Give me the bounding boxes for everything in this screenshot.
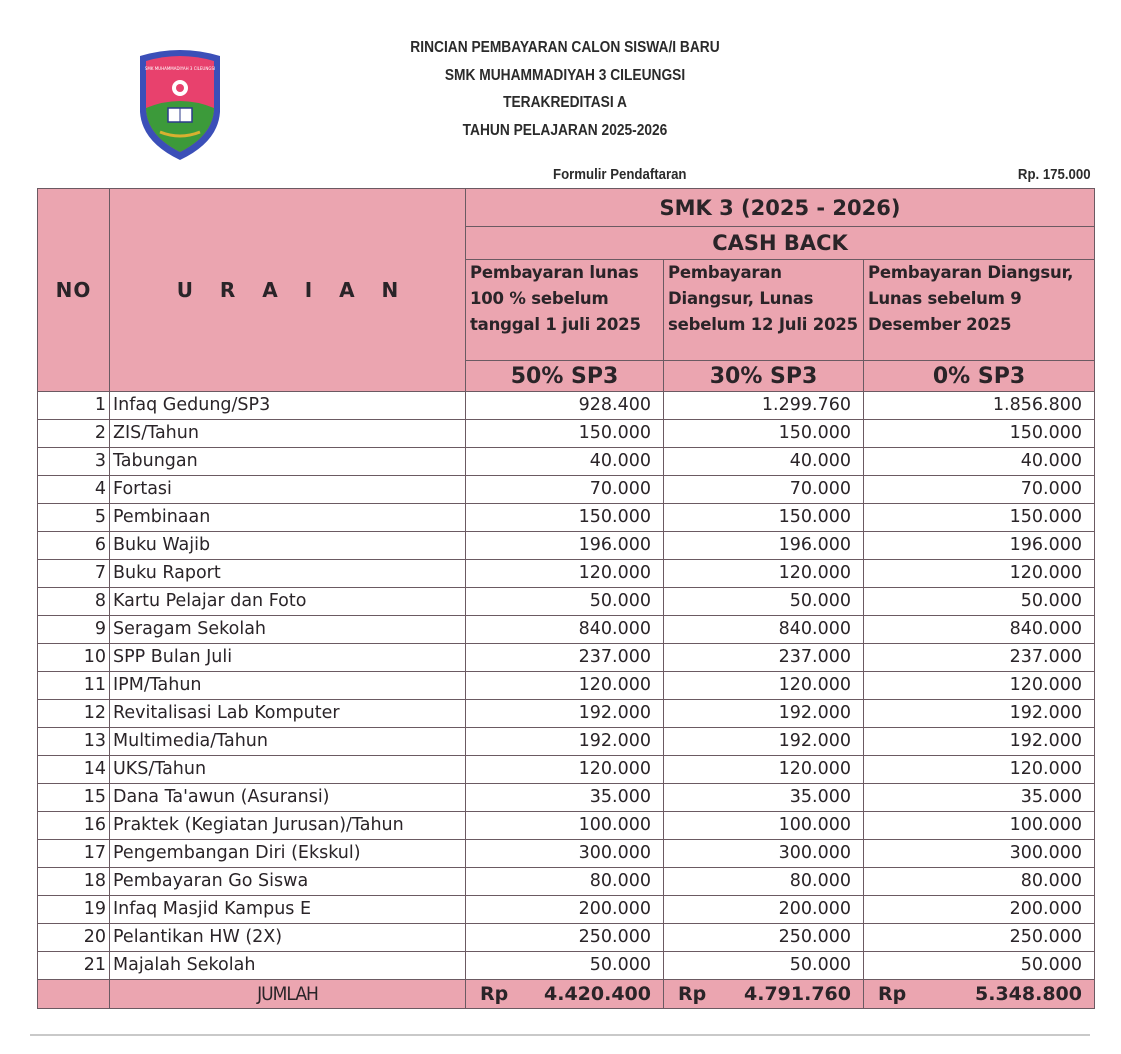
row-number: 9 bbox=[38, 616, 110, 644]
row-item: Infaq Masjid Kampus E bbox=[110, 896, 466, 924]
row-amount-3: 237.000 bbox=[864, 644, 1095, 672]
row-number: 13 bbox=[38, 728, 110, 756]
row-item: Buku Raport bbox=[110, 560, 466, 588]
row-amount-3: 120.000 bbox=[864, 560, 1095, 588]
row-amount-2: 250.000 bbox=[664, 924, 864, 952]
row-amount-2: 192.000 bbox=[664, 700, 864, 728]
table-row bbox=[38, 896, 1095, 924]
svg-text:SMK MUHAMMADIYAH 3 CILEUNGSI: SMK MUHAMMADIYAH 3 CILEUNGSI bbox=[144, 66, 216, 71]
row-amount-1: 120.000 bbox=[466, 756, 664, 784]
row-amount-1: 840.000 bbox=[466, 616, 664, 644]
row-number: 12 bbox=[38, 700, 110, 728]
table-row bbox=[38, 420, 1095, 448]
row-amount-3: 100.000 bbox=[864, 812, 1095, 840]
table-row bbox=[38, 588, 1095, 616]
table-row bbox=[38, 756, 1095, 784]
table-row bbox=[38, 616, 1095, 644]
row-item: Pengembangan Diri (Ekskul) bbox=[110, 840, 466, 868]
row-amount-2: 196.000 bbox=[664, 532, 864, 560]
currency-label: Rp bbox=[878, 983, 907, 1005]
row-amount-3: 196.000 bbox=[864, 532, 1095, 560]
row-amount-1: 35.000 bbox=[466, 784, 664, 812]
row-item: Pembinaan bbox=[110, 504, 466, 532]
col-desc-2: Pembayaran Diangsur, Lunas sebelum 12 Juli 2025 bbox=[664, 260, 864, 361]
cashback-header: CASH BACK bbox=[466, 227, 1095, 260]
row-item: Buku Wajib bbox=[110, 532, 466, 560]
row-amount-2: 50.000 bbox=[664, 952, 864, 980]
row-number: 7 bbox=[38, 560, 110, 588]
table-row bbox=[38, 924, 1095, 952]
school-shield-logo bbox=[134, 46, 226, 162]
row-amount-2: 100.000 bbox=[664, 812, 864, 840]
row-number: 3 bbox=[38, 448, 110, 476]
row-number: 8 bbox=[38, 588, 110, 616]
table-row bbox=[38, 532, 1095, 560]
row-number: 17 bbox=[38, 840, 110, 868]
total-label: JUMLAH bbox=[110, 980, 466, 1009]
title-line-3: TERAKREDITASI A bbox=[503, 94, 627, 111]
row-amount-1: 70.000 bbox=[466, 476, 664, 504]
table-row bbox=[38, 504, 1095, 532]
row-amount-3: 40.000 bbox=[864, 448, 1095, 476]
row-amount-1: 300.000 bbox=[466, 840, 664, 868]
row-item: Pelantikan HW (2X) bbox=[110, 924, 466, 952]
row-amount-2: 80.000 bbox=[664, 868, 864, 896]
row-number: 15 bbox=[38, 784, 110, 812]
currency-label: Rp bbox=[480, 983, 509, 1005]
row-amount-1: 200.000 bbox=[466, 896, 664, 924]
row-number: 18 bbox=[38, 868, 110, 896]
title-line-2: SMK MUHAMMADIYAH 3 CILEUNGSI bbox=[444, 66, 686, 84]
row-amount-3: 70.000 bbox=[864, 476, 1095, 504]
row-amount-3: 120.000 bbox=[864, 756, 1095, 784]
row-amount-1: 150.000 bbox=[466, 504, 664, 532]
row-item: Dana Ta'awun (Asuransi) bbox=[110, 784, 466, 812]
row-number: 6 bbox=[38, 532, 110, 560]
row-amount-1: 100.000 bbox=[466, 812, 664, 840]
row-amount-3: 840.000 bbox=[864, 616, 1095, 644]
row-number: 10 bbox=[38, 644, 110, 672]
total-cell-2 bbox=[664, 980, 864, 1009]
row-item: Majalah Sekolah bbox=[110, 952, 466, 980]
row-amount-3: 250.000 bbox=[864, 924, 1095, 952]
table-row bbox=[38, 868, 1095, 896]
row-item: Praktek (Kegiatan Jurusan)/Tahun bbox=[110, 812, 466, 840]
total-cell-1 bbox=[466, 980, 664, 1009]
row-amount-2: 150.000 bbox=[664, 504, 864, 532]
row-number: 11 bbox=[38, 672, 110, 700]
col-header-uraian: U R A I A N bbox=[110, 189, 466, 392]
row-amount-3: 35.000 bbox=[864, 784, 1095, 812]
row-item: Multimedia/Tahun bbox=[110, 728, 466, 756]
row-number: 14 bbox=[38, 756, 110, 784]
group-header: SMK 3 (2025 - 2026) bbox=[466, 189, 1095, 227]
title-line-1: RINCIAN PEMBAYARAN CALON SISWA/I BARU bbox=[410, 39, 720, 56]
row-number: 2 bbox=[38, 420, 110, 448]
row-item: Revitalisasi Lab Komputer bbox=[110, 700, 466, 728]
row-item: IPM/Tahun bbox=[110, 672, 466, 700]
row-item: Kartu Pelajar dan Foto bbox=[110, 588, 466, 616]
total-row bbox=[38, 980, 1095, 1009]
document-title bbox=[363, 34, 767, 144]
total-no-cell bbox=[38, 980, 110, 1009]
row-amount-3: 192.000 bbox=[864, 728, 1095, 756]
row-amount-2: 35.000 bbox=[664, 784, 864, 812]
table-row bbox=[38, 784, 1095, 812]
row-amount-2: 150.000 bbox=[664, 420, 864, 448]
row-amount-2: 200.000 bbox=[664, 896, 864, 924]
title-line-4: TAHUN PELAJARAN 2025-2026 bbox=[462, 121, 668, 139]
row-amount-2: 50.000 bbox=[664, 588, 864, 616]
row-amount-1: 50.000 bbox=[466, 952, 664, 980]
row-item: Tabungan bbox=[110, 448, 466, 476]
col-pct-1: 50% SP3 bbox=[466, 361, 664, 392]
table-row bbox=[38, 644, 1095, 672]
total-value-2: 4.791.760 bbox=[744, 983, 851, 1005]
row-amount-1: 250.000 bbox=[466, 924, 664, 952]
row-item: Pembayaran Go Siswa bbox=[110, 868, 466, 896]
row-amount-1: 192.000 bbox=[466, 700, 664, 728]
row-amount-1: 50.000 bbox=[466, 588, 664, 616]
table-row bbox=[38, 392, 1095, 420]
table-row bbox=[38, 812, 1095, 840]
total-value-3: 5.348.800 bbox=[975, 983, 1082, 1005]
table-row bbox=[38, 700, 1095, 728]
col-header-no: NO bbox=[38, 189, 110, 392]
row-amount-2: 120.000 bbox=[664, 756, 864, 784]
col-desc-1: Pembayaran lunas 100 % sebelum tanggal 1 juli 2025 bbox=[466, 260, 664, 361]
row-amount-1: 120.000 bbox=[466, 672, 664, 700]
row-amount-1: 120.000 bbox=[466, 560, 664, 588]
table-row bbox=[38, 952, 1095, 980]
payment-table bbox=[37, 188, 1095, 1009]
row-amount-1: 80.000 bbox=[466, 868, 664, 896]
row-amount-3: 50.000 bbox=[864, 952, 1095, 980]
table-row bbox=[38, 560, 1095, 588]
col-desc-3: Pembayaran Diangsur, Lunas sebelum 9 Desember 2025 bbox=[864, 260, 1095, 361]
row-amount-1: 928.400 bbox=[466, 392, 664, 420]
row-amount-2: 1.299.760 bbox=[664, 392, 864, 420]
row-amount-1: 192.000 bbox=[466, 728, 664, 756]
row-amount-3: 120.000 bbox=[864, 672, 1095, 700]
row-item: Fortasi bbox=[110, 476, 466, 504]
row-amount-1: 150.000 bbox=[466, 420, 664, 448]
row-amount-2: 120.000 bbox=[664, 672, 864, 700]
row-amount-2: 192.000 bbox=[664, 728, 864, 756]
row-amount-3: 150.000 bbox=[864, 504, 1095, 532]
total-cell-3 bbox=[864, 980, 1095, 1009]
row-item: SPP Bulan Juli bbox=[110, 644, 466, 672]
total-value-1: 4.420.400 bbox=[544, 983, 651, 1005]
table-row bbox=[38, 476, 1095, 504]
table-row bbox=[38, 672, 1095, 700]
row-amount-2: 120.000 bbox=[664, 560, 864, 588]
row-number: 21 bbox=[38, 952, 110, 980]
row-amount-1: 40.000 bbox=[466, 448, 664, 476]
row-item: Infaq Gedung/SP3 bbox=[110, 392, 466, 420]
row-amount-3: 150.000 bbox=[864, 420, 1095, 448]
row-amount-1: 237.000 bbox=[466, 644, 664, 672]
row-amount-3: 200.000 bbox=[864, 896, 1095, 924]
row-number: 5 bbox=[38, 504, 110, 532]
row-number: 4 bbox=[38, 476, 110, 504]
row-number: 16 bbox=[38, 812, 110, 840]
col-pct-3: 0% SP3 bbox=[864, 361, 1095, 392]
row-amount-3: 1.856.800 bbox=[864, 392, 1095, 420]
table-row bbox=[38, 728, 1095, 756]
row-amount-2: 70.000 bbox=[664, 476, 864, 504]
currency-label: Rp bbox=[678, 983, 707, 1005]
col-pct-2: 30% SP3 bbox=[664, 361, 864, 392]
row-number: 19 bbox=[38, 896, 110, 924]
row-amount-3: 192.000 bbox=[864, 700, 1095, 728]
formulir-value: Rp. 175.000 bbox=[1018, 166, 1091, 183]
row-number: 20 bbox=[38, 924, 110, 952]
row-amount-2: 237.000 bbox=[664, 644, 864, 672]
row-number: 1 bbox=[38, 392, 110, 420]
row-amount-2: 40.000 bbox=[664, 448, 864, 476]
row-amount-2: 300.000 bbox=[664, 840, 864, 868]
table-row bbox=[38, 840, 1095, 868]
row-amount-3: 300.000 bbox=[864, 840, 1095, 868]
row-item: ZIS/Tahun bbox=[110, 420, 466, 448]
row-amount-3: 80.000 bbox=[864, 868, 1095, 896]
row-amount-3: 50.000 bbox=[864, 588, 1095, 616]
table-row bbox=[38, 448, 1095, 476]
page-bottom-divider bbox=[30, 1034, 1090, 1036]
row-item: Seragam Sekolah bbox=[110, 616, 466, 644]
row-item: UKS/Tahun bbox=[110, 756, 466, 784]
row-amount-2: 840.000 bbox=[664, 616, 864, 644]
formulir-label: Formulir Pendaftaran bbox=[553, 166, 687, 183]
row-amount-1: 196.000 bbox=[466, 532, 664, 560]
